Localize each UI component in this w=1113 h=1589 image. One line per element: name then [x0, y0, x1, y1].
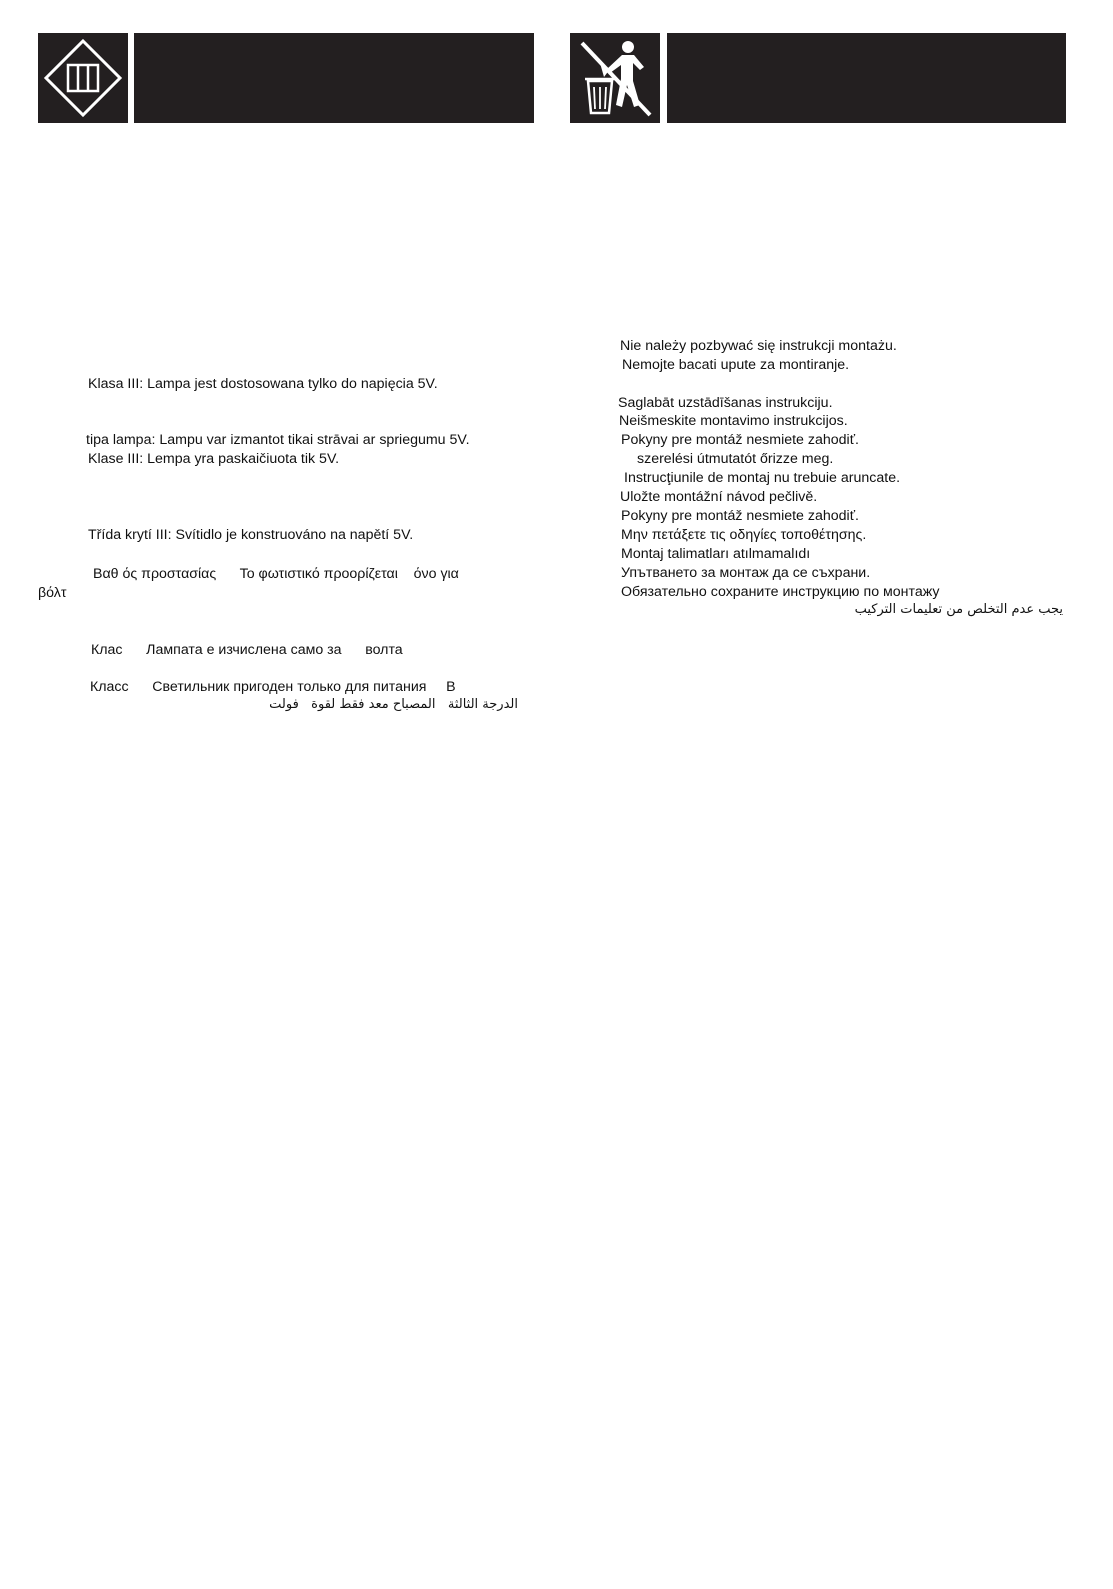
- right-latvian-text: Saglabāt uzstādīšanas instrukciju.: [618, 395, 833, 411]
- right-czech-text: Uložte montážní návod pečlivě.: [620, 489, 818, 505]
- right-arabic-text: يجب عدم التخلص من تعليمات التركيب: [854, 602, 1063, 617]
- no-disposal-trash-icon: [570, 33, 660, 123]
- class-iii-safety-icon: [38, 33, 128, 123]
- left-russian-text: Класс Светильник пригоден только для питания В: [90, 679, 456, 695]
- right-hungarian-text: szerelési útmutatót őrizze meg.: [637, 451, 834, 467]
- right-russian-text: Обязательно сохраните инструкцию по монтажу: [621, 584, 940, 600]
- right-romanian-text: Instrucţiunile de montaj nu trebuie aruncate.: [624, 470, 901, 486]
- left-greek-text: Βαθ ός προστασίας Το φωτιστικό προορίζεται όνο για: [93, 566, 459, 582]
- right-lithuanian-text: Neišmeskite montavimo instrukcijos.: [619, 413, 848, 429]
- right-header-bar: [667, 33, 1066, 123]
- left-greek-text-continued: βόλτ: [38, 585, 67, 601]
- right-icon-box: [570, 33, 660, 123]
- right-slovak-text: Pokyny pre montáž nesmiete zahodiť.: [621, 432, 859, 448]
- right-turkish-text: Montaj talimatları atılmamalıdı: [621, 546, 811, 562]
- left-polish-text: Klasa III: Lampa jest dostosowana tylko do napięcia 5V.: [88, 376, 438, 392]
- left-bulgarian-text: Клас Лампата е изчислена само за волта: [91, 642, 403, 658]
- left-latvian-text: tipa lampa: Lampu var izmantot tikai strāvai ar spriegumu 5V.: [86, 432, 470, 448]
- left-icon-box: [38, 33, 128, 123]
- right-greek-text: Μην πετάξετε τις οδηγίες τοποθέτησης.: [621, 527, 867, 543]
- left-arabic-text: الدرجة الثالثة المصباح معد فقط لقوة فولت: [269, 697, 518, 712]
- left-czech-text: Třída krytí III: Svítidlo je konstruováno na napětí 5V.: [88, 527, 414, 543]
- right-bulgarian-text: Упътването за монтаж да се съхрани.: [621, 565, 871, 581]
- left-lithuanian-text: Klase III: Lempa yra paskaičiuota tik 5V.: [88, 451, 340, 467]
- right-croatian-text: Nemojte bacati upute za montiranje.: [622, 357, 850, 373]
- right-slovak-text-2: Pokyny pre montáž nesmiete zahodiť.: [621, 508, 859, 524]
- right-polish-text: Nie należy pozbywać się instrukcji montażu.: [620, 338, 897, 354]
- left-header-bar: [134, 33, 534, 123]
